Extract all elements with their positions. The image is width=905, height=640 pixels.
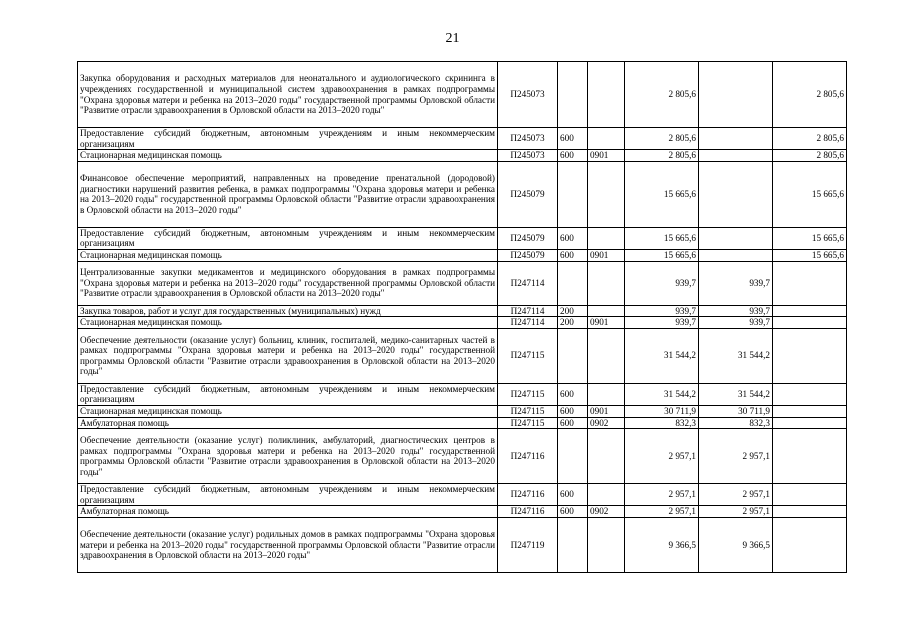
row-description: Обеспечение деятельности (оказание услуг) родильных домов в рамках подпрограммы "Охрана здоровья матери и ребенка на 2013–2020 годы" государственной программы Орловской области "Развитие отрасли здравоохранения в Орловской области на 2013–2020 годы" xyxy=(78,517,498,572)
row-amount-total: 939,7 xyxy=(625,305,699,317)
table-row xyxy=(78,484,847,506)
row-section-code: 0901 xyxy=(588,150,625,162)
row-amount-regional xyxy=(699,62,773,128)
row-amount-total: 939,7 xyxy=(625,317,699,329)
row-amount-regional: 939,7 xyxy=(699,261,773,305)
row-section-code xyxy=(588,227,625,249)
row-amount-federal xyxy=(773,429,847,484)
row-description: Предоставление субсидий бюджетным, автономным учреждениям и иным некоммерческим организациям xyxy=(78,484,498,506)
row-amount-total: 2 957,1 xyxy=(625,484,699,506)
row-target-code: П245079 xyxy=(498,249,558,261)
row-expense-type: 600 xyxy=(558,484,588,506)
row-expense-type: 200 xyxy=(558,305,588,317)
row-expense-type xyxy=(558,62,588,128)
budget-table xyxy=(77,61,847,573)
row-amount-regional xyxy=(699,150,773,162)
row-target-code: П245073 xyxy=(498,150,558,162)
row-amount-total: 30 711,9 xyxy=(625,405,699,417)
table-row xyxy=(78,517,847,572)
row-amount-federal xyxy=(773,517,847,572)
row-amount-regional: 31 544,2 xyxy=(699,383,773,405)
page-number: 21 xyxy=(445,31,460,46)
row-section-code xyxy=(588,429,625,484)
row-amount-federal xyxy=(773,328,847,383)
row-amount-federal xyxy=(773,484,847,506)
row-expense-type: 600 xyxy=(558,227,588,249)
row-amount-regional: 30 711,9 xyxy=(699,405,773,417)
row-amount-total: 31 544,2 xyxy=(625,328,699,383)
row-section-code xyxy=(588,128,625,150)
row-target-code: П247114 xyxy=(498,261,558,305)
row-amount-regional xyxy=(699,227,773,249)
row-description: Стационарная медицинская помощь xyxy=(78,317,498,329)
row-expense-type: 600 xyxy=(558,417,588,429)
row-amount-federal xyxy=(773,261,847,305)
row-expense-type: 600 xyxy=(558,150,588,162)
row-target-code: П247115 xyxy=(498,417,558,429)
row-amount-regional: 832,3 xyxy=(699,417,773,429)
row-target-code: П247115 xyxy=(498,383,558,405)
row-amount-federal: 15 665,6 xyxy=(773,249,847,261)
table-row xyxy=(78,261,847,305)
row-amount-total: 2 805,6 xyxy=(625,150,699,162)
table-row xyxy=(78,305,847,317)
table-row xyxy=(78,150,847,162)
row-amount-federal xyxy=(773,506,847,518)
row-section-code: 0901 xyxy=(588,317,625,329)
row-amount-federal xyxy=(773,383,847,405)
row-section-code xyxy=(588,305,625,317)
row-amount-total: 832,3 xyxy=(625,417,699,429)
row-expense-type xyxy=(558,161,588,227)
row-amount-total: 31 544,2 xyxy=(625,383,699,405)
row-amount-total: 15 665,6 xyxy=(625,227,699,249)
row-expense-type: 600 xyxy=(558,405,588,417)
row-amount-regional xyxy=(699,128,773,150)
row-target-code: П247119 xyxy=(498,517,558,572)
row-target-code: П247114 xyxy=(498,317,558,329)
row-section-code xyxy=(588,328,625,383)
row-amount-total: 2 957,1 xyxy=(625,429,699,484)
row-amount-total: 2 805,6 xyxy=(625,128,699,150)
row-amount-regional: 9 366,5 xyxy=(699,517,773,572)
row-amount-federal xyxy=(773,305,847,317)
row-amount-regional xyxy=(699,161,773,227)
row-amount-federal: 2 805,6 xyxy=(773,128,847,150)
row-section-code: 0901 xyxy=(588,249,625,261)
row-target-code: П247116 xyxy=(498,506,558,518)
row-expense-type xyxy=(558,429,588,484)
row-amount-regional xyxy=(699,249,773,261)
row-amount-total: 15 665,6 xyxy=(625,161,699,227)
row-description: Централизованные закупки медикаментов и медицинского оборудования в рамках подпрограммы "Охрана здоровья матери и ребенка на 2013–2020 годы" государственной программы Орловской области "Развитие отрасли здравоохранения в Орловской области на 2013–2020 годы" xyxy=(78,261,498,305)
row-amount-regional: 939,7 xyxy=(699,305,773,317)
row-expense-type xyxy=(558,328,588,383)
row-amount-total: 2 957,1 xyxy=(625,506,699,518)
table-row xyxy=(78,383,847,405)
row-target-code: П247116 xyxy=(498,484,558,506)
table-row xyxy=(78,62,847,128)
row-target-code: П245079 xyxy=(498,227,558,249)
row-amount-total: 2 805,6 xyxy=(625,62,699,128)
table-row xyxy=(78,249,847,261)
row-amount-federal: 2 805,6 xyxy=(773,62,847,128)
row-target-code: П245073 xyxy=(498,62,558,128)
row-expense-type: 600 xyxy=(558,383,588,405)
table-row xyxy=(78,328,847,383)
row-amount-federal xyxy=(773,405,847,417)
row-amount-federal xyxy=(773,417,847,429)
row-description: Закупка товаров, работ и услуг для государственных (муниципальных) нужд xyxy=(78,305,498,317)
row-amount-federal: 2 805,6 xyxy=(773,150,847,162)
budget-table-body xyxy=(78,62,847,573)
row-section-code xyxy=(588,484,625,506)
row-section-code: 0902 xyxy=(588,417,625,429)
row-amount-federal: 15 665,6 xyxy=(773,161,847,227)
row-target-code: П247115 xyxy=(498,328,558,383)
row-amount-regional: 939,7 xyxy=(699,317,773,329)
row-section-code xyxy=(588,62,625,128)
row-description: Обеспечение деятельности (оказание услуг) поликлиник, амбулаторий, диагностических центров в рамках подпрограммы "Охрана здоровья матери и ребенка на 2013–2020 годы" государственной программы Орловской области "Развитие отрасли здравоохранения в Орловской области на 2013–2020 годы" xyxy=(78,429,498,484)
table-row xyxy=(78,161,847,227)
table-row xyxy=(78,128,847,150)
row-amount-regional: 2 957,1 xyxy=(699,429,773,484)
row-description: Закупка оборудования и расходных материалов для неонатального и аудиологического скрининга в учреждениях государственной и муниципальной систем здравоохранения в рамках подпрограммы "Охрана здоровья матери и ребенка на 2013–2020 годы" государственной программы Орловской области "Развитие отрасли здравоохранения в Орловской области на 2013–2020 годы" xyxy=(78,62,498,128)
row-description: Финансовое обеспечение мероприятий, направленных на проведение пренатальной (дородовой) диагностики нарушений развития ребенка, в рамках подпрограммы "Охрана здоровья матери и ребенка на 2013–2020 годы" государственной программы Орловской области "Развитие отрасли здравоохранения в Орловской области на 2013–2020 годы" xyxy=(78,161,498,227)
row-expense-type: 600 xyxy=(558,249,588,261)
table-row xyxy=(78,417,847,429)
row-description: Предоставление субсидий бюджетным, автономным учреждениям и иным некоммерческим организациям xyxy=(78,128,498,150)
row-section-code xyxy=(588,261,625,305)
row-description: Предоставление субсидий бюджетным, автономным учреждениям и иным некоммерческим организациям xyxy=(78,227,498,249)
table-row xyxy=(78,429,847,484)
table-row xyxy=(78,227,847,249)
row-amount-federal: 15 665,6 xyxy=(773,227,847,249)
row-expense-type: 200 xyxy=(558,317,588,329)
row-amount-total: 939,7 xyxy=(625,261,699,305)
table-row xyxy=(78,317,847,329)
row-description: Обеспечение деятельности (оказание услуг) больниц, клиник, госпиталей, медико-санитарных частей в рамках подпрограммы "Охрана здоровья матери и ребенка на 2013–2020 годы" государственной программы Орловской области "Развитие отрасли здравоохранения в Орловской области на 2013–2020 годы" xyxy=(78,328,498,383)
row-amount-total: 9 366,5 xyxy=(625,517,699,572)
row-description: Стационарная медицинская помощь xyxy=(78,405,498,417)
row-amount-federal xyxy=(773,317,847,329)
row-expense-type: 600 xyxy=(558,128,588,150)
row-target-code: П247114 xyxy=(498,305,558,317)
table-row xyxy=(78,405,847,417)
table-row xyxy=(78,506,847,518)
row-section-code xyxy=(588,161,625,227)
row-section-code: 0902 xyxy=(588,506,625,518)
row-description: Амбулаторная помощь xyxy=(78,506,498,518)
row-amount-regional: 2 957,1 xyxy=(699,506,773,518)
row-expense-type xyxy=(558,517,588,572)
row-section-code xyxy=(588,383,625,405)
row-description: Стационарная медицинская помощь xyxy=(78,150,498,162)
row-section-code xyxy=(588,517,625,572)
row-target-code: П245079 xyxy=(498,161,558,227)
row-description: Предоставление субсидий бюджетным, автономным учреждениям и иным некоммерческим организациям xyxy=(78,383,498,405)
row-amount-regional: 2 957,1 xyxy=(699,484,773,506)
row-expense-type xyxy=(558,261,588,305)
row-amount-total: 15 665,6 xyxy=(625,249,699,261)
row-expense-type: 600 xyxy=(558,506,588,518)
row-description: Стационарная медицинская помощь xyxy=(78,249,498,261)
row-target-code: П245073 xyxy=(498,128,558,150)
row-description: Амбулаторная помощь xyxy=(78,417,498,429)
row-amount-regional: 31 544,2 xyxy=(699,328,773,383)
row-section-code: 0901 xyxy=(588,405,625,417)
row-target-code: П247115 xyxy=(498,405,558,417)
row-target-code: П247116 xyxy=(498,429,558,484)
